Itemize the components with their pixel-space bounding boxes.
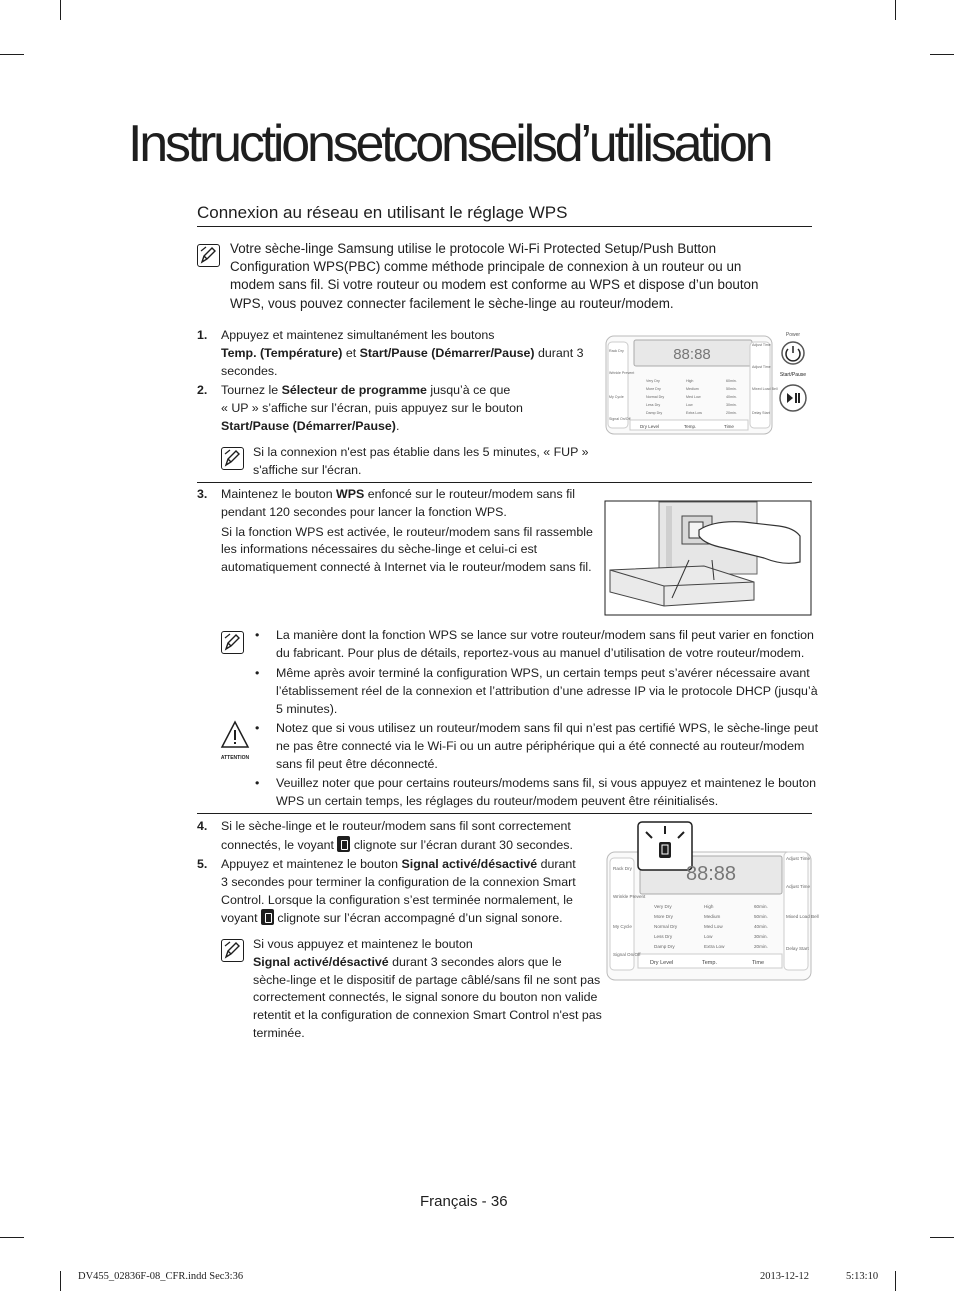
svg-text:Rack Dry: Rack Dry (613, 866, 632, 871)
svg-text:Dry Level: Dry Level (640, 424, 660, 429)
svg-text:Temp.: Temp. (702, 960, 717, 966)
display-digits: 88:88 (685, 863, 737, 885)
step-number: 4. (197, 819, 208, 833)
svg-text:40min.: 40min. (726, 395, 737, 399)
svg-text:Adjust Time: Adjust Time (752, 365, 771, 369)
step-3-text: Maintenez le bouton WPS enfoncé sur le routeur/modem sans fil pendant 120 secondes pour lancer la fonction WPS. Si la fonction WPS est activée, le routeur/modem sans fil rassemble les informations nécessaires du sèche-linge et celui-ci est automatiquement connecté à Internet via le routeur/modem sans fil. (221, 487, 593, 575)
print-slug: DV455_02836F-08_CFR.indd Sec3:36 (78, 1271, 244, 1282)
caution-icon: ATTENTION (220, 720, 250, 760)
note-5-text: Si vous appuyez et maintenez le bouton Signal activé/désactivé durant 3 secondes alors que le sèche-linge et le dispositif de partage câblé/sans fil ne sont pas correctement connectés, le signal sonore du bouton non valide retentit et la configuration de connexion Smart Control n'est pas terminée. (253, 937, 602, 1040)
bullet-text: Notez que si vous utilisez un routeur/modem sans fil qui n’est pas certifié WPS, le sèche-linge peut ne pas être connecté via le Wi-Fi ou un autre périphérique qui a été connecté au routeur/modem sans fil peut être déconnecté. (276, 721, 819, 771)
note-icon (221, 447, 244, 470)
svg-text:Very Dry: Very Dry (646, 379, 660, 383)
svg-text:Very Dry: Very Dry (654, 904, 672, 909)
bullet: • (255, 666, 260, 680)
note-icon (197, 244, 220, 267)
svg-text:Medium: Medium (686, 387, 699, 391)
router-figure (604, 500, 812, 616)
svg-text:Delay Start: Delay Start (786, 946, 809, 951)
svg-text:Adjust Time: Adjust Time (786, 884, 810, 889)
bullet: • (255, 628, 260, 642)
svg-text:Mixed Load Bell: Mixed Load Bell (752, 387, 778, 391)
svg-text:Extra Low: Extra Low (686, 411, 702, 415)
svg-text:Normal Dry: Normal Dry (646, 395, 665, 399)
svg-text:60min.: 60min. (754, 904, 768, 909)
divider (197, 482, 812, 483)
svg-text:50min.: 50min. (754, 914, 768, 919)
crop-mark (60, 0, 61, 20)
print-slug-date: 2013-12-12 (760, 1271, 809, 1282)
svg-text:Med Low: Med Low (704, 924, 723, 929)
svg-text:Normal Dry: Normal Dry (654, 924, 678, 929)
start-pause-label: Start/Pause (779, 372, 807, 378)
step-number: 3. (197, 487, 208, 501)
smart-control-icon (261, 909, 274, 925)
note-icon (221, 939, 244, 962)
bullet: • (255, 776, 260, 790)
svg-text:50min.: 50min. (726, 387, 737, 391)
note-2-text: Si la connexion n'est pas établie dans les 5 minutes, « FUP » s'affiche sur l'écran. (253, 445, 589, 477)
control-panel-figure-2 (606, 818, 819, 986)
svg-text:Adjust Time: Adjust Time (752, 343, 771, 347)
svg-text:Time: Time (752, 960, 765, 966)
crop-mark (895, 1271, 896, 1291)
svg-text:60min.: 60min. (726, 379, 737, 383)
svg-text:Less Dry: Less Dry (646, 403, 661, 407)
svg-text:More Dry: More Dry (646, 387, 661, 391)
svg-text:High: High (704, 904, 714, 909)
page-number: Français - 36 (420, 1193, 508, 1210)
step-5-text: Appuyez et maintenez le bouton Signal activé/désactivé durant 3 secondes pour terminer la configuration de la connexion Smart Control. Lorsque la configuration s’est terminée normalement, le voyant clignote sur l’écran accompagné d’un signal sonore. (221, 857, 576, 926)
svg-text:20min.: 20min. (754, 944, 768, 949)
svg-text:Signal On/Off: Signal On/Off (609, 417, 631, 421)
svg-text:40min.: 40min. (754, 924, 768, 929)
svg-text:Low: Low (686, 403, 693, 407)
svg-text:Delay Start: Delay Start (752, 411, 770, 415)
step-4-text: Si le sèche-linge et le routeur/modem sans fil sont correctement connectés, le voyant clignote sur l’écran durant 30 secondes. (221, 819, 573, 852)
svg-text:Wrinkle Prevent: Wrinkle Prevent (613, 894, 646, 899)
page-title: Instructionsetconseilsd’utilisation (128, 115, 771, 173)
crop-mark (895, 0, 896, 20)
bullet-text: Veuillez noter que pour certains routeurs/modems sans fil, si vous appuyez et maintenez le bouton WPS un certain temps, les réglages du routeur/modem peuvent être réinitialisés. (276, 776, 816, 808)
svg-text:Damp Dry: Damp Dry (646, 411, 663, 415)
svg-text:Med Low: Med Low (686, 395, 701, 399)
crop-mark (0, 1237, 24, 1238)
crop-mark (0, 54, 24, 55)
svg-text:Extra Low: Extra Low (704, 944, 725, 949)
section-title: Connexion au réseau en utilisant le réglage WPS (197, 203, 568, 222)
crop-mark (930, 1237, 954, 1238)
print-slug-time: 5:13:10 (846, 1271, 879, 1282)
svg-text:Low: Low (704, 934, 713, 939)
step-number: 5. (197, 857, 208, 871)
step-number: 1. (197, 328, 208, 342)
display-digits: 88:88 (673, 346, 711, 363)
svg-text:Mixed Load Bell: Mixed Load Bell (786, 914, 819, 919)
svg-text:Less Dry: Less Dry (654, 934, 673, 939)
svg-text:Time: Time (724, 424, 734, 429)
svg-text:Damp Dry: Damp Dry (654, 944, 675, 949)
svg-text:More Dry: More Dry (654, 914, 673, 919)
svg-text:Adjust Time: Adjust Time (786, 856, 810, 861)
step-number: 2. (197, 383, 208, 397)
svg-text:30min.: 30min. (726, 403, 737, 407)
svg-text:Temp.: Temp. (684, 424, 697, 429)
svg-text:Medium: Medium (704, 914, 721, 919)
crop-mark (930, 54, 954, 55)
svg-text:Rack Dry: Rack Dry (609, 349, 624, 353)
bullet-text: La manière dont la fonction WPS se lance sur votre routeur/modem sans fil peut varier en fonction du fabricant. Pour plus de détails, reportez-vous au manuel d’utilisation de votre routeur/modem. (276, 628, 814, 660)
step-1-text: Appuyez et maintenez simultanément les boutons Temp. (Température) et Start/Pause (Démarrer/Pause) durant 3 secondes. (221, 328, 584, 378)
intro-text: Votre sèche-linge Samsung utilise le protocole Wi-Fi Protected Setup/Push Button Configuration WPS(PBC) comme méthode principale de connexion à un routeur ou un modem sans fil. Si votre routeur ou modem est conforme au WPS et dispose d’un bouton WPS, vous pouvez connecter facilement le sèche-linge au routeur/modem. (230, 241, 759, 311)
divider (197, 813, 812, 814)
section-rule (197, 226, 812, 227)
bullet-text: Même après avoir terminé la configuration WPS, un certain temps peut s’avérer nécessaire avant l’établissement réel de la connexion et l’attribution d’une adresse IP via le protocole DHCP (jusqu’à 5 minutes). (276, 666, 818, 716)
svg-text:Wrinkle Prevent: Wrinkle Prevent (609, 371, 635, 375)
svg-text:20min.: 20min. (726, 411, 737, 415)
crop-mark (60, 1271, 61, 1291)
svg-text:Dry Level: Dry Level (650, 960, 674, 966)
svg-text:30min.: 30min. (754, 934, 768, 939)
svg-text:High: High (686, 379, 694, 383)
svg-text:My Cycle: My Cycle (613, 924, 632, 929)
step-2-text: Tournez le Sélecteur de programme jusqu’à ce que « UP » s’affiche sur l’écran, puis appuyez sur le bouton Start/Pause (Démarrer/Pause). (221, 383, 523, 433)
control-panel-figure (604, 328, 814, 440)
smart-control-icon (337, 836, 350, 852)
note-icon (221, 631, 244, 654)
power-label: Power (785, 332, 801, 338)
bullet: • (255, 721, 260, 735)
svg-text:My Cycle: My Cycle (609, 395, 624, 399)
svg-text:Signal On/Off: Signal On/Off (613, 952, 641, 957)
